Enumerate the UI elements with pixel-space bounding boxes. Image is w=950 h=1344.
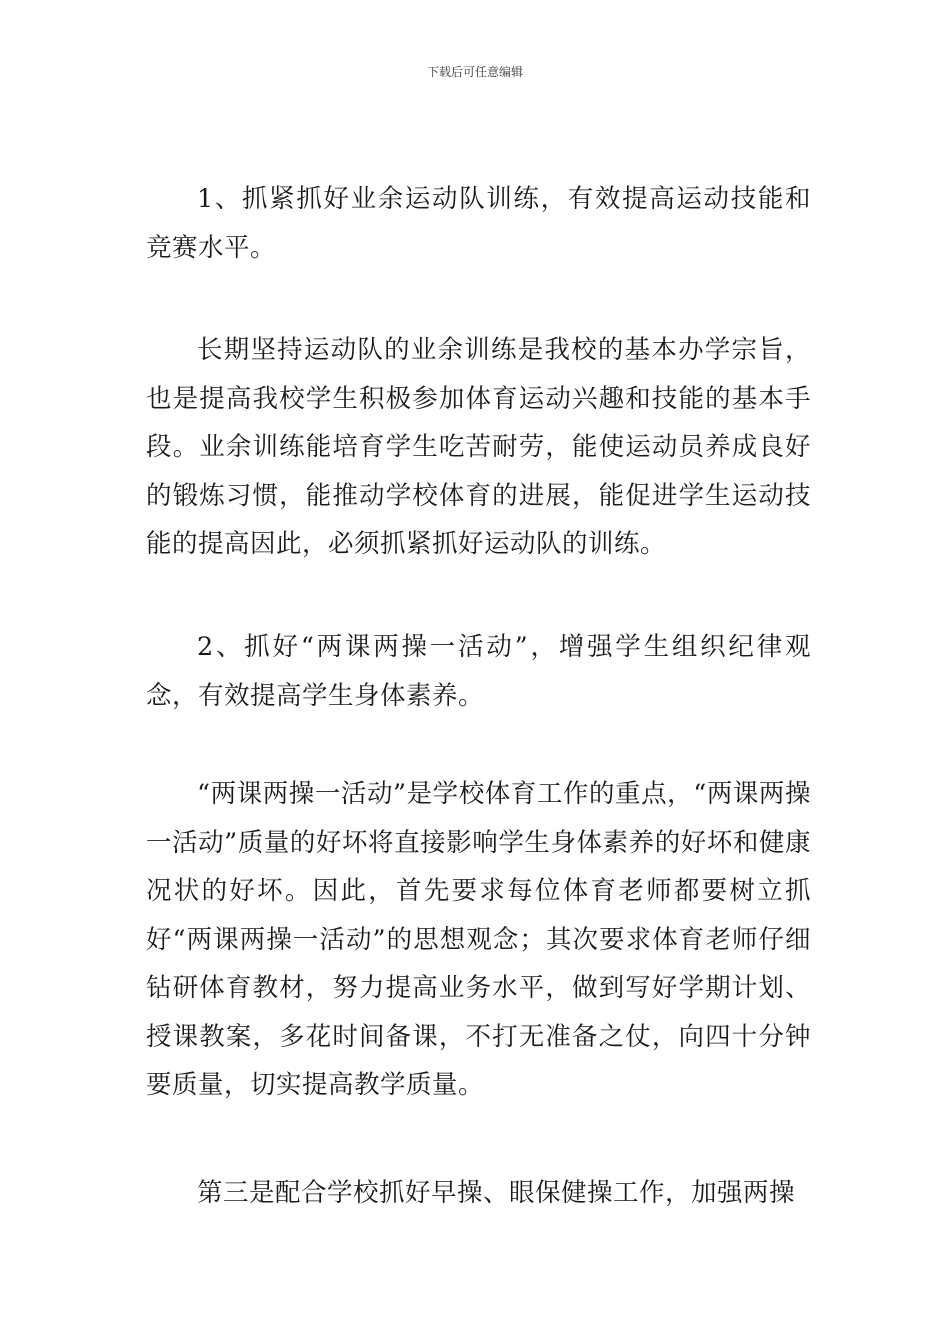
paragraph-5: 第三是配合学校抓好早操、眼保健操工作，加强两操 <box>197 1178 796 1208</box>
paragraph-4: “两课两操一活动”是学校体育工作的重点，“两课两操一活动”质量的好坏将直接影响学生身体素养的好坏和健康况状的好坏。因此，首先要求每位体育老师都要树立抓好“两课两操一活动”的思想观念；其次要求体育老师仔细钻研体育教材，努力提高业务水平，做到写好学期计划、授课教案，多花时间备课，不打无准备之仗，向四十分钟要质量，切实提高教学质量。 <box>146 779 811 1100</box>
page-header-note: 下载后可任意编辑 <box>426 65 523 79</box>
paragraph-2: 长期坚持运动队的业余训练是我校的基本办学宗旨，也是提高我校学生积极参加体育运动兴趣和技能的基本手段。业余训练能培育学生吃苦耐劳，能使运动员养成良好的锻炼习惯，能推动学校体育的进展，能促进学生运动技能的提高因此，必须抓紧抓好运动队的训练。 <box>146 335 811 559</box>
paragraph-3: 2、抓好“两课两操一活动”，增强学生组织纪律观念，有效提高学生身体素养。 <box>146 632 811 711</box>
paragraph-1: 1、抓紧抓好业余运动队训练，有效提高运动技能和竞赛水平。 <box>146 184 811 263</box>
